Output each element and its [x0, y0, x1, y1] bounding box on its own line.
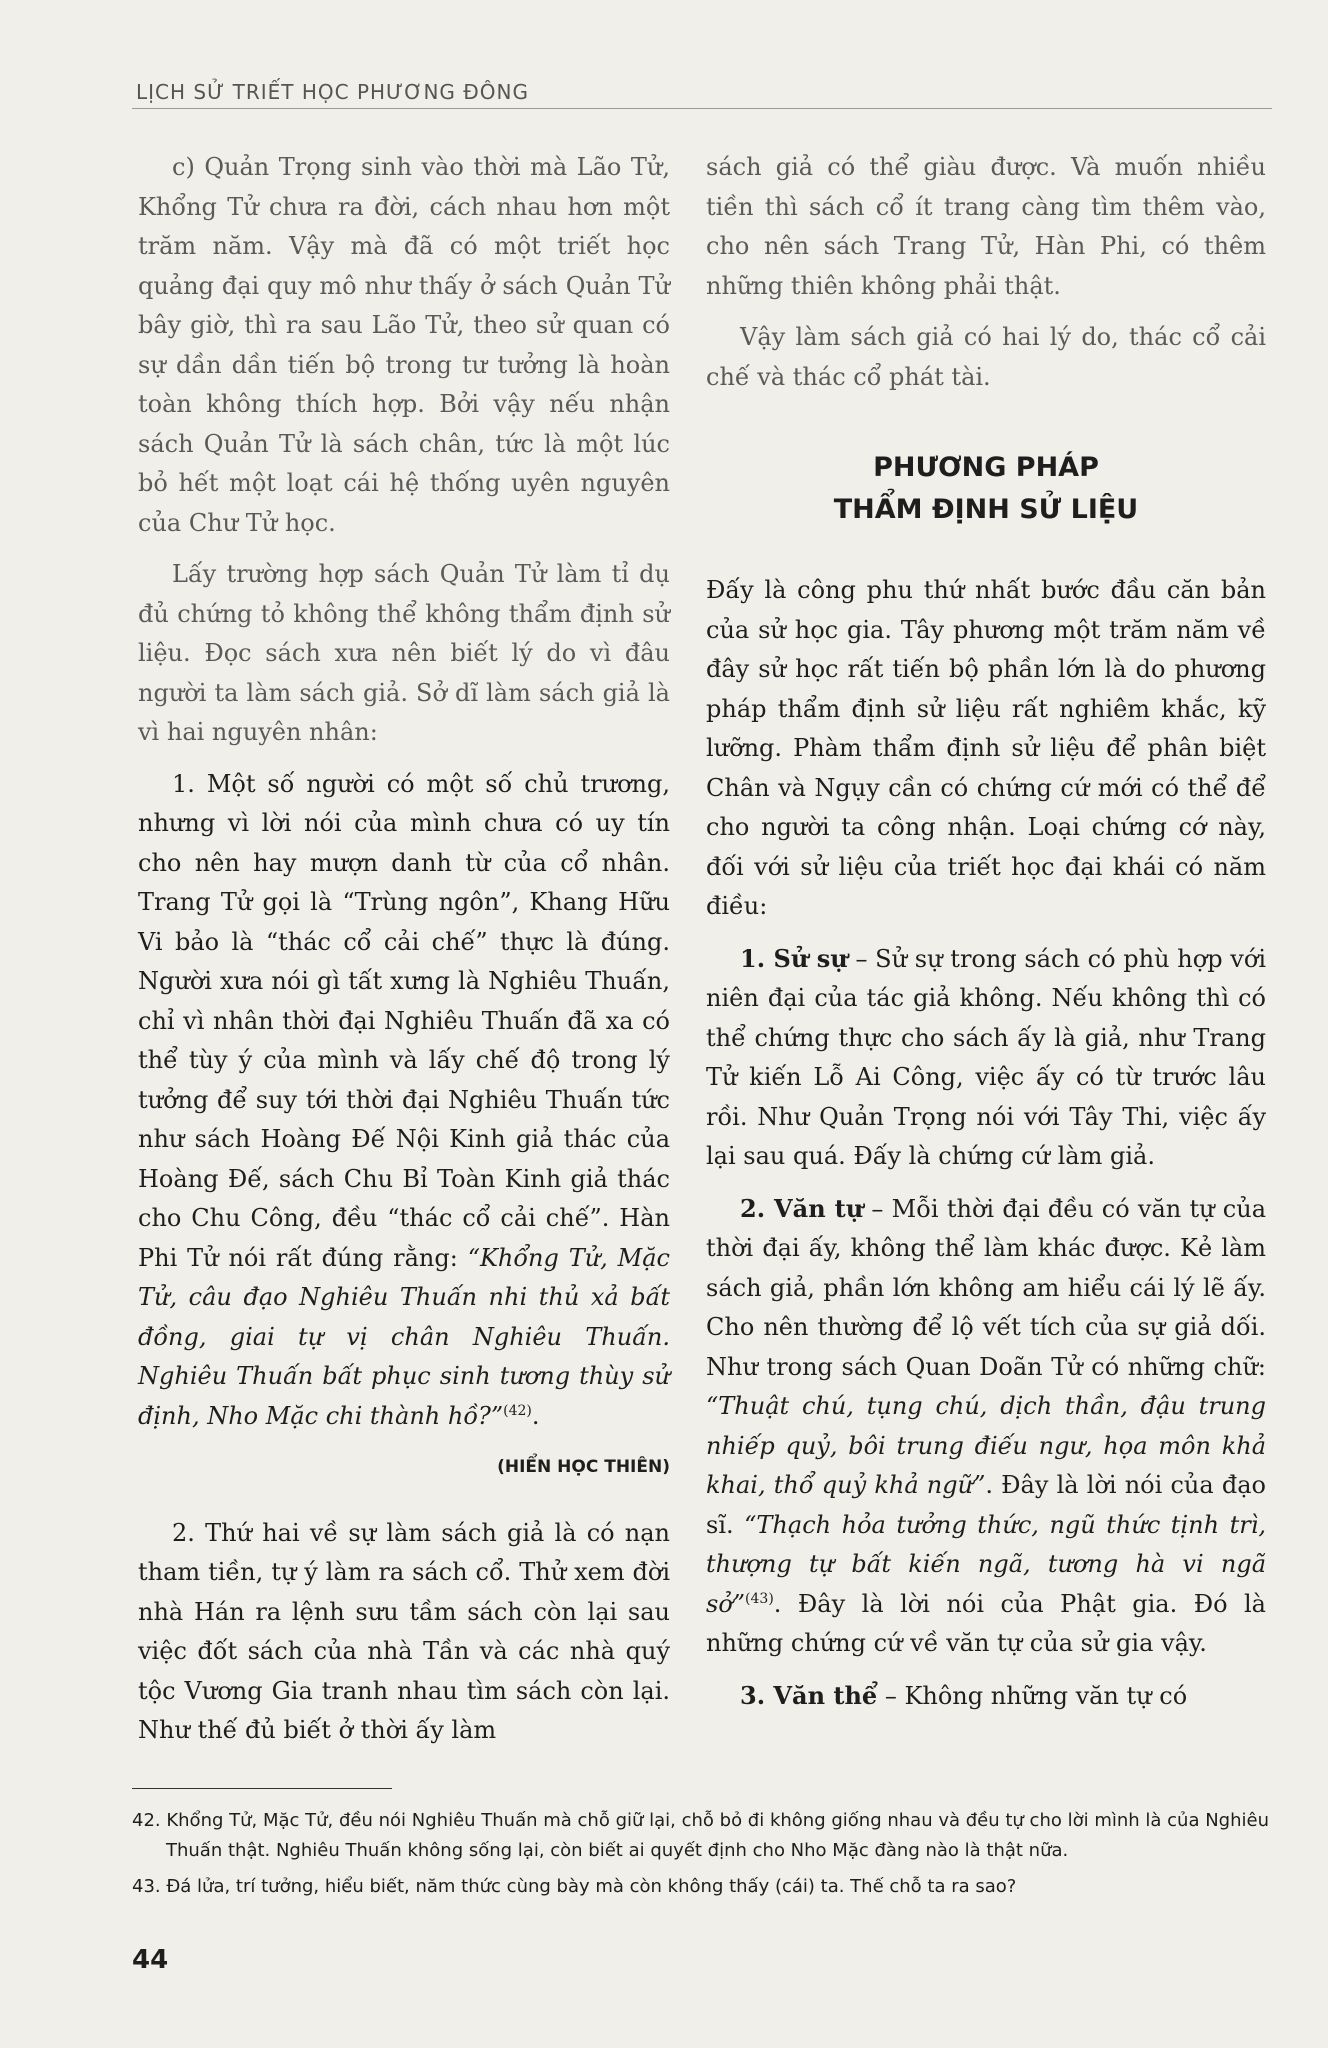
page-number: 44: [132, 1945, 169, 1975]
paragraph-two-reasons: Vậy làm sách giả có hai lý do, thác cổ cải chế và thác cổ phát tài.: [706, 323, 1266, 391]
footnote-divider: [132, 1788, 392, 1789]
paragraph-quan-trong: c) Quản Trọng sinh vào thời mà Lão Tử, Khổng Tử chưa ra đời, cách nhau hơn một trăm năm. Vậy mà đã có một triết học quảng đại quy mô như thấy ở sách Quản Tử bây giờ, thì ra sau Lão Tử, theo sử quan có sự dần dần tiến bộ trong tư tưởng là hoàn toàn không thích hợp. Bởi vậy nếu nhận sách Quản Tử là sách chân, tức là một lúc bỏ hết một loạt cái hệ thống uyên nguyên của Chư Tử học.: [138, 153, 670, 537]
item-van-tu-label: 2. Văn tự: [740, 1193, 864, 1223]
item-van-the: [706, 1676, 1266, 1717]
footnote-ref-43: (43): [745, 1590, 774, 1607]
han-phi-quote: “Khổng Tử, Mặc Tử, câu đạo Nghiêu Thuấn nhi thủ xả bất đồng, giai tự vị chân Nghiêu Thuấn. Nghiêu Thuấn bất phục sinh tương thùy sử định, Nho Mặc chi thành hồ?”: [138, 1243, 670, 1430]
footnote-42: 42. Khổng Tử, Mặc Tử, đều nói Nghiêu Thuấn mà chỗ giữ lại, chỗ bỏ đi không giống nhau và đều tự cho lời mình là của Nghiêu Thuấn thật. Nghiêu Thuấn không sống lại, còn biết ai quyết định cho Nho Mặc đàng nào là thật nữa.: [132, 1810, 1269, 1861]
item-su-su: [706, 939, 1266, 1177]
footnotes: [132, 1806, 1272, 1908]
buddhist-quote: “Thạch hỏa tưởng thức, ngũ thức tịnh trì, thượng tự bất kiến ngã, tương hà vi ngã sở”: [706, 1510, 1266, 1618]
source-citation: (HIỂN HỌC THIÊN): [497, 1457, 670, 1477]
quote-end-period: .: [531, 1401, 540, 1430]
footnote-43: 43. Đá lửa, trí tưởng, hiểu biết, năm thức cùng bày mà còn không thấy (cái) ta. Thế chỗ ta ra sao?: [132, 1876, 1017, 1897]
item-van-the-text: – Không những văn tự có: [877, 1681, 1188, 1710]
paragraph-example: Lấy trường hợp sách Quản Tử làm tỉ dụ đủ chứng tỏ không thể không thẩm định sử liệu. Đọc sách xưa nên biết lý do vì đâu người ta làm sách giả. Sở dĩ làm sách giả là vì hai nguyên nhân:: [138, 560, 670, 746]
item-su-su-text: – Sử sự trong sách có phù hợp với niên đại của tác giả không. Nếu không thì có thể chứng thực cho sách ấy là giả, như Trang Tử kiến Lỗ Ai Công, việc ấy có từ trước lâu rồi. Như Quản Trọng nói với Tây Thi, việc ấy lại sau quá. Đấy là chứng cứ làm giả.: [706, 944, 1266, 1170]
item-van-tu-text: – Mỗi thời đại đều có văn tự của thời đại ấy, không thể làm khác được. Kẻ làm sách giả, phần lớn không am hiểu cái lý lẽ ấy. Cho nên thường để lộ vết tích của sự giả dối. Như trong sách Quan Doãn Tử có những chữ:: [706, 1194, 1267, 1381]
item-van-tu-mid: . Đây là lời nói của đạo sĩ.: [706, 1471, 1266, 1539]
header-divider: [132, 108, 1272, 109]
paragraph-reason-one: [138, 765, 670, 1437]
heading-line-1: PHƯƠNG PHÁP: [873, 452, 1099, 483]
right-column: [706, 148, 1266, 1728]
item-su-su-label: 1. Sử sự: [740, 943, 848, 973]
paragraph-method-intro: Đấy là công phu thứ nhất bước đầu căn bản của sử học gia. Tây phương một trăm năm về đây sử học rất tiến bộ phần lớn là do phương pháp thẩm định sử liệu rất nghiêm khắc, kỹ lưỡng. Phàm thẩm định sử liệu để phân biệt Chân và Ngụy cần có chứng cứ mới có thể để cho người ta công nhận. Loại chứng cớ này, đối với sử liệu của triết học đại khái có năm điều:: [706, 576, 1266, 920]
item-van-tu-end: . Đây là lời nói của Phật gia. Đó là những chứng cứ về văn tự của sử gia vậy.: [706, 1589, 1266, 1657]
heading-line-2: THẨM ĐỊNH SỬ LIỆU: [833, 494, 1139, 525]
footnote-ref-42: (42): [503, 1402, 532, 1419]
reason-one-text: 1. Một số người có một số chủ trương, nhưng vì lời nói của mình chưa có uy tín cho nên hay mượn danh từ của cổ nhân. Trang Tử gọi là “Trùng ngôn”, Khang Hữu Vi bảo là “thác cổ cải chế” thực là đúng. Người xưa nói gì tất xưng là Nghiêu Thuấn, chỉ vì nhân thời đại Nghiêu Thuấn đã xa có thể tùy ý của mình và lấy chế độ trong lý tưởng để suy tới thời đại Nghiêu Thuấn tức như sách Hoàng Đế Nội Kinh giả thác của Hoàng Đế, sách Chu Bỉ Toàn Kinh giả thác cho Chu Công, đều “thác cổ cải chế”. Hàn Phi Tử nói rất đúng rằng:: [138, 769, 670, 1272]
item-van-tu: [706, 1189, 1266, 1664]
item-van-the-label: 3. Văn thể: [740, 1680, 878, 1710]
left-column: [138, 148, 670, 1763]
paragraph-continued: sách giả có thể giàu được. Và muốn nhiều tiền thì sách cổ ít trang càng tìm thêm vào, cho nên sách Trang Tử, Hàn Phi, có thêm những thiên không phải thật.: [706, 153, 1266, 300]
paragraph-reason-two: 2. Thứ hai về sự làm sách giả là có nạn tham tiền, tự ý làm ra sách cổ. Thử xem đời nhà Hán ra lệnh sưu tầm sách còn lại sau việc đốt sách của nhà Tần và các nhà quý tộc Vương Gia tranh nhau tìm sách còn lại. Như thế đủ biết ở thời ấy làm: [138, 1518, 670, 1744]
running-header: LỊCH SỬ TRIẾT HỌC PHƯƠNG ĐÔNG: [136, 80, 529, 104]
section-heading: [706, 447, 1266, 531]
taoist-quote: “Thuật chú, tụng chú, dịch thần, đậu trung nhiếp quỷ, bôi trung điếu ngư, họa môn khả khai, thổ quỷ khả ngữ”: [706, 1392, 1266, 1499]
